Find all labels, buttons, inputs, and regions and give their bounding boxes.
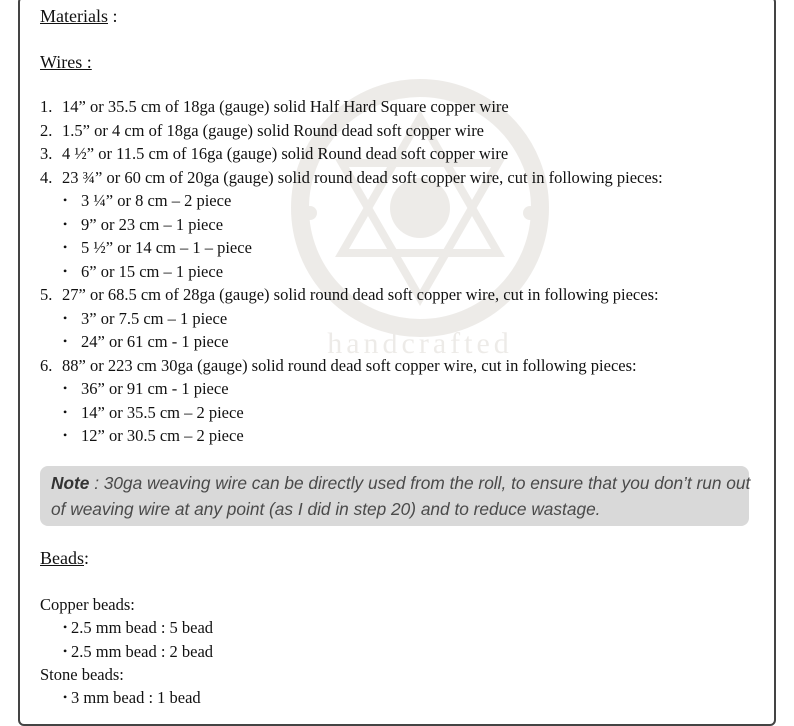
bullet-icon: • (63, 240, 68, 254)
bead-item: 3 mm bead : 1 bead (71, 688, 201, 707)
materials-heading: Materials (40, 6, 108, 26)
copper-beads-label: Copper beads: (40, 595, 135, 614)
wire-item-number: 6. (40, 355, 53, 375)
bullet-icon: • (63, 690, 68, 704)
note-text: Note : 30ga weaving wire can be directly used from the roll, to ensure that you don’t run out of weaving wire at any point (as I did in step 20) and to reduce wastage. (51, 473, 751, 519)
materials-heading-row: Materials : (40, 6, 118, 26)
wires-heading: Wires : (40, 52, 92, 72)
bullet-icon: • (63, 643, 68, 658)
wire-item-number: 4. (40, 167, 53, 187)
note-label: Note (51, 473, 90, 493)
watermark-text: handcrafted (327, 327, 513, 360)
bullet-icon: • (63, 310, 68, 325)
wire-sub-item: 6” or 15 cm – 1 piece (81, 261, 224, 281)
wire-sub-item: 5 ½” or 14 cm – 1 – piece (81, 238, 252, 257)
bullet-icon: • (63, 404, 68, 419)
wire-item-number: 5. (40, 285, 53, 304)
wire-item-number: 3. (40, 144, 53, 163)
bullet-icon: • (63, 381, 68, 395)
wire-sub-item: 24” or 61 cm - 1 piece (81, 332, 229, 351)
bullet-icon: • (63, 216, 68, 231)
wire-sub-item: 9” or 23 cm – 1 piece (81, 214, 224, 234)
bullet-icon: • (63, 193, 68, 207)
wire-sub-item: 12” or 30.5 cm – 2 piece (81, 426, 244, 445)
wire-item-number: 2. (40, 120, 53, 140)
wire-item-text: 4 ½” or 11.5 cm of 16ga (gauge) solid Round dead soft copper wire (62, 144, 509, 163)
bullet-icon: • (63, 428, 68, 442)
wire-sub-item: 3 ¼” or 8 cm – 2 piece (81, 191, 232, 210)
beads-heading: Beads (40, 548, 84, 568)
wire-item-text: 23 ¾” or 60 cm of 20ga (gauge) solid round dead soft copper wire, cut in following pieces: (62, 167, 663, 187)
wire-sub-item: 36” or 91 cm - 1 piece (81, 379, 229, 398)
wire-item-number: 1. (40, 97, 53, 116)
bullet-icon: • (63, 334, 68, 348)
wire-item-text: 14” or 35.5 cm of 18ga (gauge) solid Half Hard Square copper wire (62, 97, 509, 116)
wire-sub-item: 14” or 35.5 cm – 2 piece (81, 402, 244, 422)
bullet-icon: • (63, 620, 68, 634)
wire-item-text: 27” or 68.5 cm of 28ga (gauge) solid round dead soft copper wire, cut in following pieces: (62, 285, 659, 304)
wire-item-text: 1.5” or 4 cm of 18ga (gauge) solid Round dead soft copper wire (62, 120, 485, 140)
beads-heading-row: Beads: (40, 548, 90, 568)
wire-item-text: 88” or 223 cm 30ga (gauge) solid round dead soft copper wire, cut in following pieces: (62, 355, 637, 375)
bead-item: 2.5 mm bead : 5 bead (71, 618, 214, 637)
bullet-icon: • (63, 263, 68, 278)
bead-item: 2.5 mm bead : 2 bead (71, 641, 214, 661)
wire-sub-item: 3” or 7.5 cm – 1 piece (81, 308, 228, 328)
stone-beads-label: Stone beads: (40, 665, 124, 684)
